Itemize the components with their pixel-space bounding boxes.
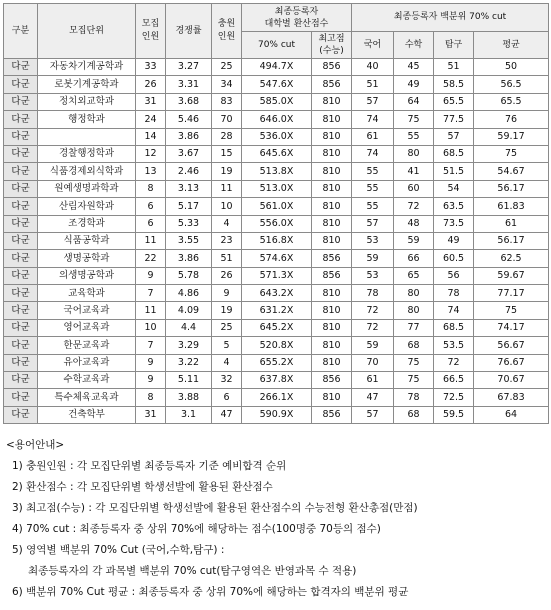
cell-enrolled: 83 <box>212 93 242 110</box>
cell-max-score: 810 <box>312 180 352 197</box>
cell-quota: 8 <box>136 389 166 406</box>
cell-enrolled: 28 <box>212 128 242 145</box>
cell-math: 75 <box>394 354 434 371</box>
table-row <box>4 319 549 336</box>
cell-math: 49 <box>394 76 434 93</box>
cell-korean: 59 <box>352 250 394 267</box>
cell-inquiry: 77.5 <box>434 111 474 128</box>
cell-avg: 75 <box>474 145 549 162</box>
cell-type: 다군 <box>4 128 38 145</box>
cell-math: 80 <box>394 285 434 302</box>
note-item: 4) 70% cut : 최종등록자 중 상위 70%에 해당하는 점수(100명중 70등의 점수) <box>12 522 381 535</box>
cell-type: 다군 <box>4 319 38 336</box>
cell-avg: 62.5 <box>474 250 549 267</box>
cell-math: 68 <box>394 406 434 423</box>
cell-inquiry: 72 <box>434 354 474 371</box>
cell-quota: 9 <box>136 372 166 389</box>
cell-quota: 11 <box>136 232 166 249</box>
cell-max-score: 810 <box>312 302 352 319</box>
cell-avg: 61 <box>474 215 549 232</box>
table-row <box>4 145 549 162</box>
cell-enrolled: 4 <box>212 215 242 232</box>
cell-max-score: 856 <box>312 372 352 389</box>
cell-korean: 72 <box>352 319 394 336</box>
admissions-table <box>3 3 549 424</box>
cell-inquiry: 51 <box>434 59 474 76</box>
cell-math: 77 <box>394 319 434 336</box>
cell-cut70: 513.8X <box>242 163 312 180</box>
cell-avg: 64 <box>474 406 549 423</box>
header-math: 수학 <box>394 32 434 59</box>
cell-quota: 22 <box>136 250 166 267</box>
cell-cut70: 574.6X <box>242 250 312 267</box>
cell-max-score: 810 <box>312 354 352 371</box>
header-max-score: 최고점 (수능) <box>312 32 352 59</box>
cell-max-score: 856 <box>312 406 352 423</box>
cell-inquiry: 78 <box>434 285 474 302</box>
cell-cut70: 585.0X <box>242 93 312 110</box>
table-row <box>4 76 549 93</box>
cell-type: 다군 <box>4 111 38 128</box>
cell-ratio: 5.17 <box>166 198 212 215</box>
header-pct-group: 최종등록자 백분위 70% cut <box>352 4 549 32</box>
cell-ratio: 3.68 <box>166 93 212 110</box>
cell-quota: 11 <box>136 302 166 319</box>
cell-avg: 50 <box>474 59 549 76</box>
cell-type: 다군 <box>4 267 38 284</box>
cell-korean: 47 <box>352 389 394 406</box>
cell-type: 다군 <box>4 302 38 319</box>
cell-ratio: 3.86 <box>166 128 212 145</box>
cell-quota: 7 <box>136 285 166 302</box>
cell-type: 다군 <box>4 372 38 389</box>
cell-quota: 31 <box>136 93 166 110</box>
cell-quota: 24 <box>136 111 166 128</box>
note-item: 2) 환산점수 : 각 모집단위별 학생선발에 활용된 환산점수 <box>12 480 273 493</box>
term-guide <box>6 440 418 608</box>
cell-korean: 57 <box>352 406 394 423</box>
cell-max-score: 810 <box>312 337 352 354</box>
cell-dept: 조경학과 <box>38 215 136 232</box>
cell-ratio: 5.33 <box>166 215 212 232</box>
cell-korean: 51 <box>352 76 394 93</box>
cell-avg: 65.5 <box>474 93 549 110</box>
cell-avg: 59.67 <box>474 267 549 284</box>
table-row <box>4 267 549 284</box>
cell-cut70: 645.6X <box>242 145 312 162</box>
cell-ratio: 5.46 <box>166 111 212 128</box>
cell-inquiry: 65.5 <box>434 93 474 110</box>
cell-cut70: 516.8X <box>242 232 312 249</box>
cell-quota: 8 <box>136 180 166 197</box>
cell-korean: 53 <box>352 232 394 249</box>
cell-enrolled: 6 <box>212 389 242 406</box>
cell-enrolled: 5 <box>212 337 242 354</box>
cell-type: 다군 <box>4 198 38 215</box>
cell-max-score: 810 <box>312 389 352 406</box>
table-row <box>4 232 549 249</box>
cell-quota: 31 <box>136 406 166 423</box>
cell-ratio: 3.88 <box>166 389 212 406</box>
table-row <box>4 285 549 302</box>
cell-cut70: 643.2X <box>242 285 312 302</box>
cell-quota: 33 <box>136 59 166 76</box>
table-row <box>4 302 549 319</box>
table-row <box>4 111 549 128</box>
cell-cut70: 513.0X <box>242 180 312 197</box>
cell-max-score: 810 <box>312 215 352 232</box>
cell-dept: 산림자원학과 <box>38 198 136 215</box>
cell-enrolled: 32 <box>212 372 242 389</box>
cell-cut70: 266.1X <box>242 389 312 406</box>
cell-math: 60 <box>394 180 434 197</box>
cell-type: 다군 <box>4 337 38 354</box>
cell-type: 다군 <box>4 389 38 406</box>
cell-korean: 74 <box>352 145 394 162</box>
cell-dept: 유아교육과 <box>38 354 136 371</box>
cell-korean: 57 <box>352 215 394 232</box>
cell-inquiry: 74 <box>434 302 474 319</box>
cell-enrolled: 34 <box>212 76 242 93</box>
cell-dept: 교육학과 <box>38 285 136 302</box>
table-row <box>4 215 549 232</box>
cell-avg: 70.67 <box>474 372 549 389</box>
cell-inquiry: 72.5 <box>434 389 474 406</box>
cell-avg: 56.5 <box>474 76 549 93</box>
cell-math: 66 <box>394 250 434 267</box>
cell-korean: 53 <box>352 267 394 284</box>
cell-math: 64 <box>394 93 434 110</box>
cell-type: 다군 <box>4 180 38 197</box>
header-korean: 국어 <box>352 32 394 59</box>
header-dept: 모집단위 <box>38 4 136 59</box>
cell-max-score: 856 <box>312 59 352 76</box>
cell-ratio: 5.11 <box>166 372 212 389</box>
cell-dept: 정치외교학과 <box>38 93 136 110</box>
cell-avg: 76 <box>474 111 549 128</box>
cell-dept: 건축학부 <box>38 406 136 423</box>
cell-inquiry: 60.5 <box>434 250 474 267</box>
cell-cut70: 547.6X <box>242 76 312 93</box>
table-row <box>4 59 549 76</box>
cell-math: 55 <box>394 128 434 145</box>
header-avg: 평균 <box>474 32 549 59</box>
table-row <box>4 250 549 267</box>
cell-avg: 77.17 <box>474 285 549 302</box>
cell-math: 45 <box>394 59 434 76</box>
cell-enrolled: 26 <box>212 267 242 284</box>
cell-cut70: 520.8X <box>242 337 312 354</box>
cell-dept: 수학교육과 <box>38 372 136 389</box>
cell-dept: 원예생명과학과 <box>38 180 136 197</box>
cell-dept: 로봇기계공학과 <box>38 76 136 93</box>
cell-quota: 9 <box>136 267 166 284</box>
cell-enrolled: 19 <box>212 163 242 180</box>
header-ratio: 경쟁률 <box>166 4 212 59</box>
cell-cut70: 590.9X <box>242 406 312 423</box>
cell-ratio: 3.27 <box>166 59 212 76</box>
cell-max-score: 810 <box>312 93 352 110</box>
cell-korean: 55 <box>352 180 394 197</box>
table-row <box>4 354 549 371</box>
cell-enrolled: 19 <box>212 302 242 319</box>
cell-max-score: 810 <box>312 319 352 336</box>
cell-korean: 78 <box>352 285 394 302</box>
note-item: 5) 영역별 백분위 70% Cut (국어,수학,탐구) : <box>12 543 225 556</box>
header-enrolled: 충원 인원 <box>212 4 242 59</box>
cell-inquiry: 51.5 <box>434 163 474 180</box>
cell-max-score: 810 <box>312 285 352 302</box>
cell-type: 다군 <box>4 145 38 162</box>
cell-max-score: 856 <box>312 76 352 93</box>
cell-dept: 의생명공학과 <box>38 267 136 284</box>
cell-cut70: 637.8X <box>242 372 312 389</box>
cell-cut70: 561.0X <box>242 198 312 215</box>
cell-math: 65 <box>394 267 434 284</box>
cell-max-score: 856 <box>312 267 352 284</box>
cell-math: 80 <box>394 302 434 319</box>
cell-enrolled: 51 <box>212 250 242 267</box>
cell-math: 78 <box>394 389 434 406</box>
note-item-continued: 최종등록자의 각 과목별 백분위 70% cut(탐구영역은 반영과목 수 적용) <box>28 564 357 577</box>
cell-dept: 식품공학과 <box>38 232 136 249</box>
cell-type: 다군 <box>4 215 38 232</box>
cell-math: 68 <box>394 337 434 354</box>
table-row <box>4 198 549 215</box>
cell-inquiry: 66.5 <box>434 372 474 389</box>
cell-enrolled: 25 <box>212 59 242 76</box>
cell-ratio: 4.86 <box>166 285 212 302</box>
header-cut70: 70% cut <box>242 32 312 59</box>
cell-max-score: 810 <box>312 111 352 128</box>
cell-inquiry: 59.5 <box>434 406 474 423</box>
cell-avg: 75 <box>474 302 549 319</box>
cell-cut70: 645.2X <box>242 319 312 336</box>
table-row <box>4 406 549 423</box>
header-quota: 모집 인원 <box>136 4 166 59</box>
cell-quota: 13 <box>136 163 166 180</box>
cell-korean: 55 <box>352 163 394 180</box>
note-item: 6) 백분위 70% Cut 평균 : 최종등록자 중 상위 70%에 해당하는 합격자의 백분위 평균 <box>12 585 409 598</box>
cell-inquiry: 63.5 <box>434 198 474 215</box>
cell-avg: 61.83 <box>474 198 549 215</box>
cell-quota: 14 <box>136 128 166 145</box>
cell-cut70: 494.7X <box>242 59 312 76</box>
header-inquiry: 탐구 <box>434 32 474 59</box>
cell-max-score: 810 <box>312 198 352 215</box>
cell-quota: 10 <box>136 319 166 336</box>
cell-enrolled: 47 <box>212 406 242 423</box>
table-row <box>4 93 549 110</box>
table-row <box>4 128 549 145</box>
cell-math: 48 <box>394 215 434 232</box>
cell-avg: 74.17 <box>474 319 549 336</box>
table-row <box>4 389 549 406</box>
cell-quota: 7 <box>136 337 166 354</box>
cell-enrolled: 23 <box>212 232 242 249</box>
cell-quota: 6 <box>136 198 166 215</box>
cell-ratio: 3.86 <box>166 250 212 267</box>
cell-max-score: 810 <box>312 145 352 162</box>
cell-dept <box>38 128 136 145</box>
cell-avg: 59.17 <box>474 128 549 145</box>
cell-enrolled: 25 <box>212 319 242 336</box>
cell-korean: 61 <box>352 372 394 389</box>
cell-dept: 특수체육교육과 <box>38 389 136 406</box>
cell-ratio: 3.67 <box>166 145 212 162</box>
cell-max-score: 810 <box>312 128 352 145</box>
cell-type: 다군 <box>4 76 38 93</box>
cell-inquiry: 68.5 <box>434 145 474 162</box>
cell-dept: 행정학과 <box>38 111 136 128</box>
cell-ratio: 3.29 <box>166 337 212 354</box>
cell-type: 다군 <box>4 59 38 76</box>
cell-korean: 57 <box>352 93 394 110</box>
cell-type: 다군 <box>4 285 38 302</box>
cell-max-score: 810 <box>312 232 352 249</box>
cell-math: 75 <box>394 111 434 128</box>
cell-quota: 6 <box>136 215 166 232</box>
cell-math: 41 <box>394 163 434 180</box>
cell-math: 59 <box>394 232 434 249</box>
cell-korean: 74 <box>352 111 394 128</box>
cell-enrolled: 9 <box>212 285 242 302</box>
cell-enrolled: 10 <box>212 198 242 215</box>
cell-cut70: 536.0X <box>242 128 312 145</box>
cell-inquiry: 49 <box>434 232 474 249</box>
term-guide-title: <용어안내> <box>6 439 65 451</box>
cell-max-score: 810 <box>312 163 352 180</box>
cell-inquiry: 56 <box>434 267 474 284</box>
cell-avg: 54.67 <box>474 163 549 180</box>
cell-inquiry: 53.5 <box>434 337 474 354</box>
cell-type: 다군 <box>4 232 38 249</box>
cell-dept: 식품경제외식학과 <box>38 163 136 180</box>
cell-korean: 40 <box>352 59 394 76</box>
cell-inquiry: 73.5 <box>434 215 474 232</box>
cell-dept: 국어교육과 <box>38 302 136 319</box>
header-type: 구분 <box>4 4 38 59</box>
cell-cut70: 631.2X <box>242 302 312 319</box>
cell-avg: 76.67 <box>474 354 549 371</box>
table-row <box>4 163 549 180</box>
cell-avg: 67.83 <box>474 389 549 406</box>
cell-math: 75 <box>394 372 434 389</box>
cell-ratio: 3.31 <box>166 76 212 93</box>
cell-ratio: 3.1 <box>166 406 212 423</box>
cell-ratio: 3.22 <box>166 354 212 371</box>
cell-cut70: 571.3X <box>242 267 312 284</box>
cell-ratio: 3.13 <box>166 180 212 197</box>
cell-type: 다군 <box>4 406 38 423</box>
cell-ratio: 3.55 <box>166 232 212 249</box>
cell-korean: 59 <box>352 337 394 354</box>
cell-inquiry: 54 <box>434 180 474 197</box>
table-row <box>4 337 549 354</box>
cell-math: 80 <box>394 145 434 162</box>
cell-type: 다군 <box>4 93 38 110</box>
cell-inquiry: 58.5 <box>434 76 474 93</box>
header-score-group: 최종등록자 대학별 환산점수 <box>242 4 352 32</box>
cell-korean: 55 <box>352 198 394 215</box>
cell-max-score: 856 <box>312 250 352 267</box>
cell-cut70: 556.0X <box>242 215 312 232</box>
cell-dept: 경찰행정학과 <box>38 145 136 162</box>
cell-dept: 한문교육과 <box>38 337 136 354</box>
cell-quota: 12 <box>136 145 166 162</box>
cell-quota: 9 <box>136 354 166 371</box>
cell-avg: 56.17 <box>474 180 549 197</box>
cell-korean: 72 <box>352 302 394 319</box>
table-row <box>4 372 549 389</box>
cell-math: 72 <box>394 198 434 215</box>
cell-enrolled: 4 <box>212 354 242 371</box>
cell-enrolled: 11 <box>212 180 242 197</box>
cell-avg: 56.17 <box>474 232 549 249</box>
table-row <box>4 180 549 197</box>
cell-type: 다군 <box>4 250 38 267</box>
note-item: 3) 최고점(수능) : 각 모집단위별 학생선발에 활용된 환산점수의 수능전형 환산총점(만점) <box>12 501 418 514</box>
cell-quota: 26 <box>136 76 166 93</box>
cell-inquiry: 68.5 <box>434 319 474 336</box>
cell-ratio: 4.09 <box>166 302 212 319</box>
cell-dept: 자동차기계공학과 <box>38 59 136 76</box>
cell-korean: 61 <box>352 128 394 145</box>
cell-enrolled: 15 <box>212 145 242 162</box>
cell-inquiry: 57 <box>434 128 474 145</box>
cell-ratio: 4.4 <box>166 319 212 336</box>
cell-ratio: 2.46 <box>166 163 212 180</box>
cell-type: 다군 <box>4 354 38 371</box>
cell-ratio: 5.78 <box>166 267 212 284</box>
cell-cut70: 646.0X <box>242 111 312 128</box>
note-item: 1) 충원인원 : 각 모집단위별 최종등록자 기준 예비합격 순위 <box>12 459 287 472</box>
cell-dept: 영어교육과 <box>38 319 136 336</box>
cell-cut70: 655.2X <box>242 354 312 371</box>
cell-enrolled: 70 <box>212 111 242 128</box>
cell-type: 다군 <box>4 163 38 180</box>
cell-korean: 70 <box>352 354 394 371</box>
cell-avg: 56.67 <box>474 337 549 354</box>
cell-dept: 생명공학과 <box>38 250 136 267</box>
